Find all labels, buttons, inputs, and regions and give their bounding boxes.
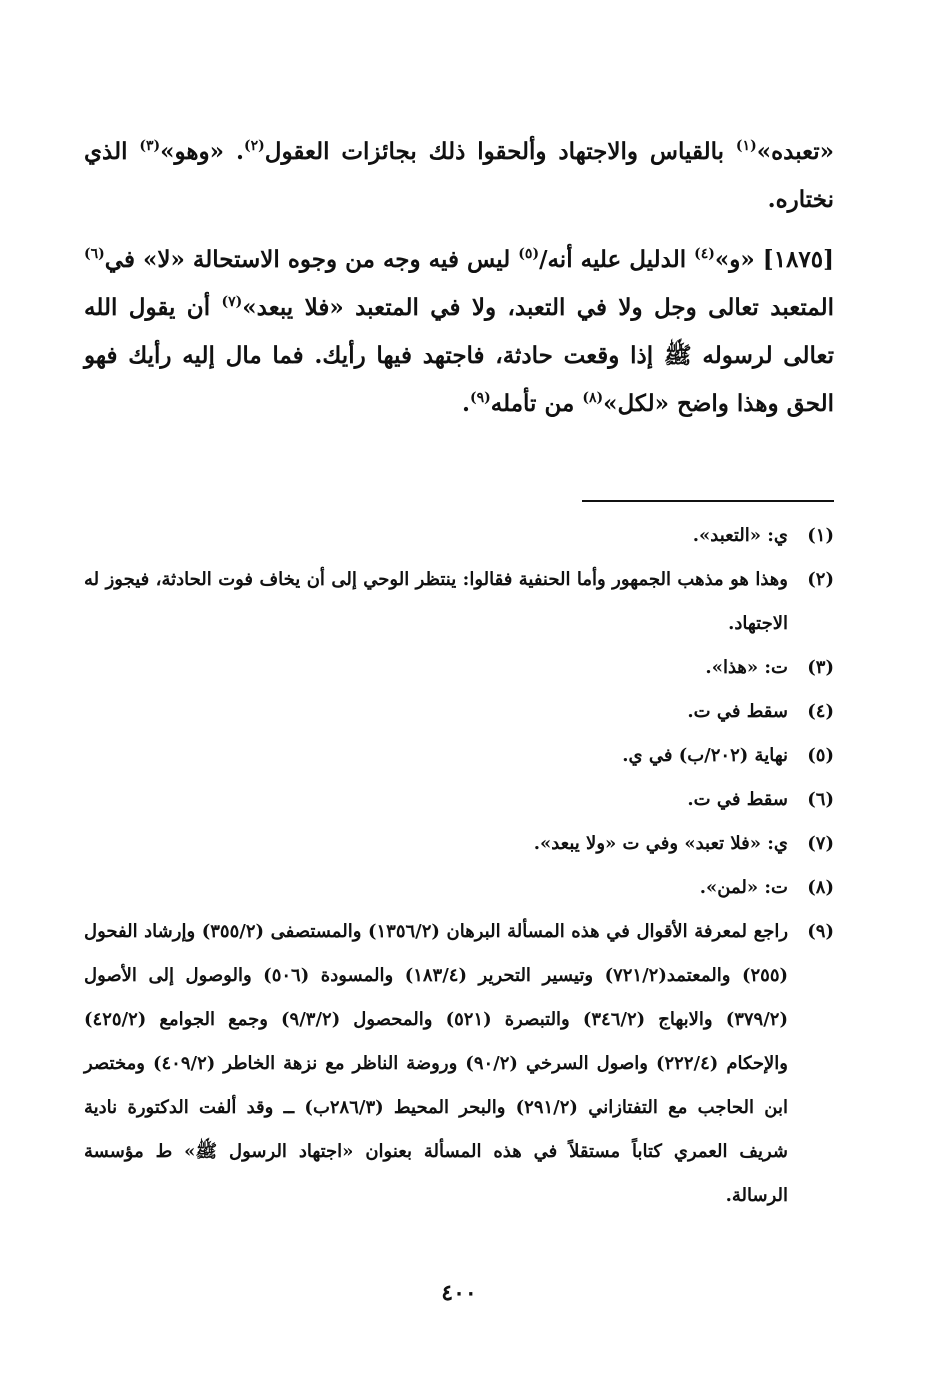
footnote-text: سقط في ت. [687, 701, 788, 722]
text-run: «تعبده» [756, 138, 835, 165]
text-run: بالقياس والاجتهاد وألحقوا ذلك بجائزات العقول [264, 138, 736, 165]
footnote-item [84, 514, 834, 558]
footnote-text: ت: «لمن». [699, 877, 788, 898]
footnote-number: (٩) [807, 921, 834, 942]
footnote-number: (٣) [807, 657, 834, 678]
text-run: أن يقول الله تعالى لرسوله ﷺ إذا وقعت حادثة، فاجتهد فيها رأيك. فما مال إليه رأيك فهو الحق وهذا واضح «لكل» [84, 294, 834, 417]
footnote-ref: (٩) [470, 390, 491, 406]
text-run: ليس فيه وجه من وجوه الاستحالة «لا» في [104, 246, 519, 273]
text-run: الذي نختاره. [84, 138, 834, 213]
footnotes-list [84, 514, 834, 1218]
footnote-item [84, 558, 834, 646]
footnote-item [84, 822, 834, 866]
page-number: ٤٠٠ [441, 1280, 477, 1306]
paragraph-2 [84, 236, 834, 428]
text-run: . [461, 390, 470, 417]
footnote-item [84, 734, 834, 778]
footnote-number: (٤) [807, 701, 834, 722]
footnote-number: (٦) [807, 789, 834, 810]
footnote-text: راجع لمعرفة الأقوال في هذه المسألة البرهان (١٣٥٦/٢) والمستصفى (٣٥٥/٢) وإرشاد الفحول (٢٥٥) والمعتمد(٧٢١/٢) وتيسير التحرير (١٨٣/٤) والمسودة (٥٠٦) والوصول إلى الأصول (٣٧٩/٢) والابهاج (٣٤٦/٢) والتبصرة (٥٢١) والمحصول (٩/٣/٢) وجمع الجوامع (٤٢٥/٢) والإحكام (٢٢٢/٤) واصول السرخي (٩٠/٢) وروضة الناظر مع نزهة الخاطر (٤٠٩/٢) ومختصر ابن الحاجب مع التفتازاني (٢٩١/٢) والبحر المحيط (٢٨٦/٣ب) ــ وقد ألفت الدكتورة نادية شريف العمري كتاباً مستقلاً في هذه المسألة بعنوان «اجتهاد الرسول ﷺ» ط مؤسسة الرسالة. [84, 921, 789, 1206]
document-page [84, 0, 834, 1374]
footnote-text: ي: «فلا تعبد» وفي ت «ولا يبعد». [533, 833, 788, 854]
footnote-text: ت: «هذا». [705, 657, 788, 678]
text-run: . «وهو» [160, 138, 244, 165]
footnote-number: (٧) [807, 833, 834, 854]
footnote-item [84, 910, 834, 1218]
footnote-ref: (٣) [139, 138, 161, 154]
footnote-item [84, 646, 834, 690]
text-run: الدليل عليه أنه/ [539, 246, 695, 273]
footnote-ref: (٥) [518, 246, 540, 262]
footnote-number: (٢) [807, 569, 834, 590]
footnote-text: ي: «التعبد». [692, 525, 788, 546]
footnote-text: نهاية (٢٠٢/ب) في ي. [622, 745, 788, 766]
footnote-text: سقط في ت. [687, 789, 788, 810]
footnote-number: (٨) [807, 877, 834, 898]
footnote-number: (٥) [807, 745, 834, 766]
footnote-number: (١) [807, 525, 834, 546]
footnote-item [84, 778, 834, 822]
main-text [84, 128, 834, 440]
footnote-ref: (٨) [582, 390, 604, 406]
footnote-item [84, 866, 834, 910]
footnote-ref: (٤) [694, 246, 715, 262]
footnote-ref: (٧) [221, 294, 243, 310]
footnote-item [84, 690, 834, 734]
text-run: المتعبد تعالى وجل ولا في التعبد، ولا في المتعبد «فلا يبعد» [242, 294, 834, 321]
footnote-divider [582, 500, 834, 502]
text-run: [١٨٧٥] «و» [714, 246, 835, 273]
footnote-ref: (١) [735, 138, 757, 154]
paragraph-1 [84, 128, 834, 224]
text-run: من تأمله [490, 390, 583, 417]
footnote-ref: (٦) [84, 246, 105, 262]
footnote-ref: (٢) [243, 138, 265, 154]
footnote-text: وهذا هو مذهب الجمهور وأما الحنفية فقالوا: ينتظر الوحي إلى أن يخاف فوت الحادثة، فيجوز له الاجتهاد. [84, 569, 788, 634]
